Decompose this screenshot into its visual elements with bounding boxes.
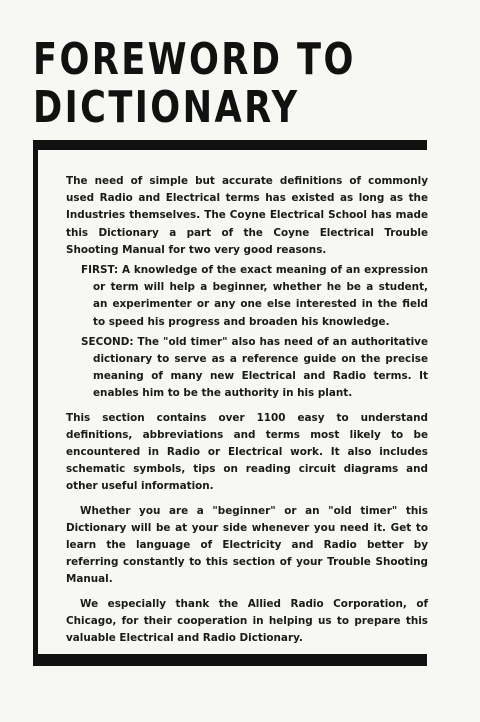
title-line-1: FOREWORD TO [33,34,356,85]
contents-paragraph: This section contains over 1100 easy to understand definitions, abbreviations and terms most likely to be encountered in Radio or Electrical work. It also includes schematic symbols, tips on reading circuit diagrams and other useful information. [66,411,428,493]
title-line-2: DICTIONARY [33,82,300,133]
usage-paragraph: Whether you are a "beginner" or an "old timer" this Dictionary will be at your side whenever you need it. Get to learn the language of Electricity and Radio better by referring constantly to this section of your Trouble Shooting Manual. [66,504,428,586]
top-rule [33,140,427,150]
bottom-rule [33,654,427,666]
page-title [33,36,356,132]
intro-paragraph: The need of simple but accurate definitions of commonly used Radio and Electrical terms has existed as long as the Industries themselves. The Coyne Electrical School has made this Dictionary a part of the Coyne Electrical Trouble Shooting Manual for two very good reasons. [66,175,428,256]
foreword-body [66,173,428,647]
reason-second: SECOND: The "old timer" also has need of an authoritative dictionary to serve as a reference guide on the precise meaning of many new Electrical and Radio terms. It enables him to be the authority in his plant. [81,335,428,400]
acknowledgement-paragraph: We especially thank the Allied Radio Corporation, of Chicago, for their cooperation in helping us to prepare this valuable Electrical and Radio Dictionary. [66,597,428,645]
reason-first: FIRST: A knowledge of the exact meaning of an expression or term will help a beginner, whether he be a student, an experimenter or any one else interested in the field to speed his progress and broaden his knowledge. [81,264,428,328]
